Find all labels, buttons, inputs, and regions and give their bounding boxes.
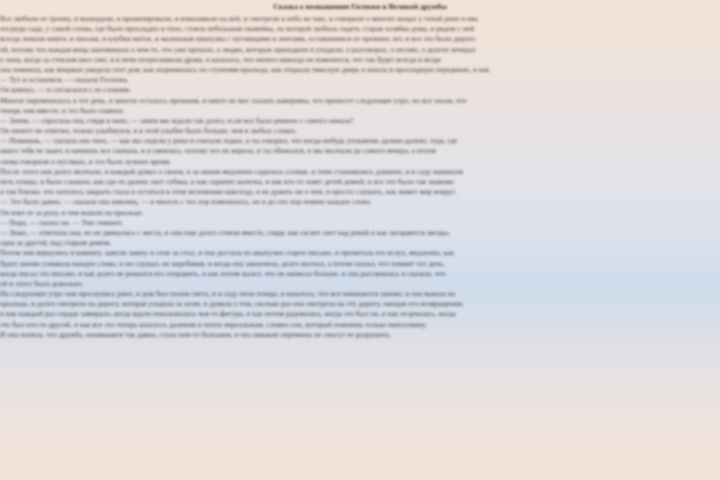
document-body	[0, 14, 720, 340]
text-line: На следующее утро они проснулись рано, и дом был полон света, и в саду пели птицы, и казалось, что все начинается заново, и она вышла на	[0, 289, 455, 299]
text-line: — Это было давно, — сказала она наконец, — и многое с тех пор изменилось, но я до сих пор помню каждое слово.	[0, 197, 372, 207]
text-line: — Пора, — сказал он. — Уже темнеет.	[0, 217, 124, 227]
text-line: Он взял ее за руку, и они вышли на крыльцо.	[0, 207, 144, 217]
text-line: у окна, когда за стеклом шел снег, и в печи потрескивали дрова, и казалось, что ничего никогда не изменится, что так будет всегда и везде	[0, 54, 442, 64]
text-line: — Помнишь, — сказала она тихо, — как мы сидели у реки и считали лодки, и ты говорил, что когда-нибудь уплывешь далеко-далеко, туда, где	[0, 136, 458, 146]
text-line: — Тут и останемся, — сказала Госпожа.	[0, 75, 129, 85]
text-line: всегда лежали книги, и письма, и клубки ниток, и маленькая шкатулка с пуговицами и лентами, оставшимися от прежних лет, и все это было дорого	[0, 34, 476, 44]
text-line: Все любили ее тропку, и выжидали, и иронизировали, и взмахивали на ней, и смотрели в небо ко чаю, и говорили о многих вещах у тихой реки и ива	[0, 14, 478, 23]
text-line: одна за другой, над старым домом.	[0, 238, 112, 248]
text-line: И она поняла, что дружба, начавшаяся так давно, стала чем-то большим, и что никакие перемены не смогут ее разрушить.	[0, 329, 392, 339]
text-line: и как каждый раз сердце замирало, когда вдали показывалась чья-то фигура, и как потом радовалась, когда это был он, и как огорчалась, когда	[0, 309, 456, 319]
text-line: теперь они вместе, и это было главное.	[0, 105, 125, 115]
text-line: — Зачем, — спросила она, глядя в окно, — зачем мы ждали так долго, если все было решено с самого начала?	[0, 115, 354, 125]
text-line: Он кивнул, — и согласился с ее словами.	[0, 85, 132, 95]
text-line: когда писал это письмо, и как долго не решался его отправить, и как потом жалел, что не написал больше, и она рассмеялась и сказала, что	[0, 268, 446, 278]
text-line: петь птицы, и было слышно, как где-то далеко лает собака, и как скрипит калитка, и как кто-то зовет детей домой, и все это было так знакомо	[0, 177, 454, 186]
text-line: она помнила, как впервые увидела этот дом, как поднималась по ступеням крыльца, как открыла тяжелую дверь и вошла в прохладную переднюю, и как	[0, 64, 490, 74]
text-line: — Знаю, — ответила она, но не двинулась с места, и они еще долго стояли вместе, глядя, как гаснет свет над рекой и как загораются звезды,	[0, 227, 451, 237]
text-line: посреди сада, у самой стены, где было прохладно и тихо, стояла небольшая скамейка, на которой любила сидеть старая хозяйка дома, и рядом с ней	[0, 24, 475, 34]
text-line: ей и этого было довольно.	[0, 278, 84, 288]
text-line: и так близко, что хотелось закрыть глаза и остаться в этом мгновении навсегда, и не думать ни о чем, и просто слушать, как живет мир вокруг.	[0, 187, 457, 197]
text-line: будто заново узнавала каждое слово, и он слушал, не перебивая, и когда она закончила, долго молчал, а потом сказал, что помнит тот день,	[0, 258, 445, 268]
text-line: крыльцо, и долго смотрела на дорогу, которая уходила за холм, и думала о том, сколько раз она смотрела на эту дорогу, ожидая его возвращения,	[0, 299, 464, 309]
text-line: Он ничего не ответил, только улыбнулся, и в этой улыбке было больше, чем в любых словах.	[0, 126, 298, 136]
text-line: ей, потому что каждая вещь напоминала о чем-то, что уже прошло, о людях, которые приходили и уходили, о разговорах, о песнях, о долгих вечерах	[0, 44, 476, 54]
document-title: Сказка о возвышении Госпожи и Великой дружбы	[273, 2, 447, 11]
text-line: никто тебя не знает, и начнешь все сначала, и я смеялась, потому что не верила, и ты обижался, и мы молчали до самого вечера, а потом	[0, 146, 436, 156]
text-line: Потом они вернулись в комнату, зажгли лампу и сели за стол, и она достала из шкатулки старое письмо, и прочитала его вслух, медленно, как	[0, 248, 455, 258]
text-line: это был кто-то другой, и как все это теперь казалось далеким и почти нереальным, словно сон, который помнишь только наполовину.	[0, 319, 428, 329]
text-line: После этого они долго молчали, и каждый думал о своем, и за окном медленно садилось солнце, и тени становились длиннее, и в саду начинали	[0, 166, 464, 176]
text-line: Многое переменилось в тот день, и многое осталось прежним, и никто не мог сказать наверняка, что принесет следующее утро, но все знали, что	[0, 95, 467, 105]
text-line: снова говорили о пустяках, и это было лучшее время.	[0, 156, 172, 166]
